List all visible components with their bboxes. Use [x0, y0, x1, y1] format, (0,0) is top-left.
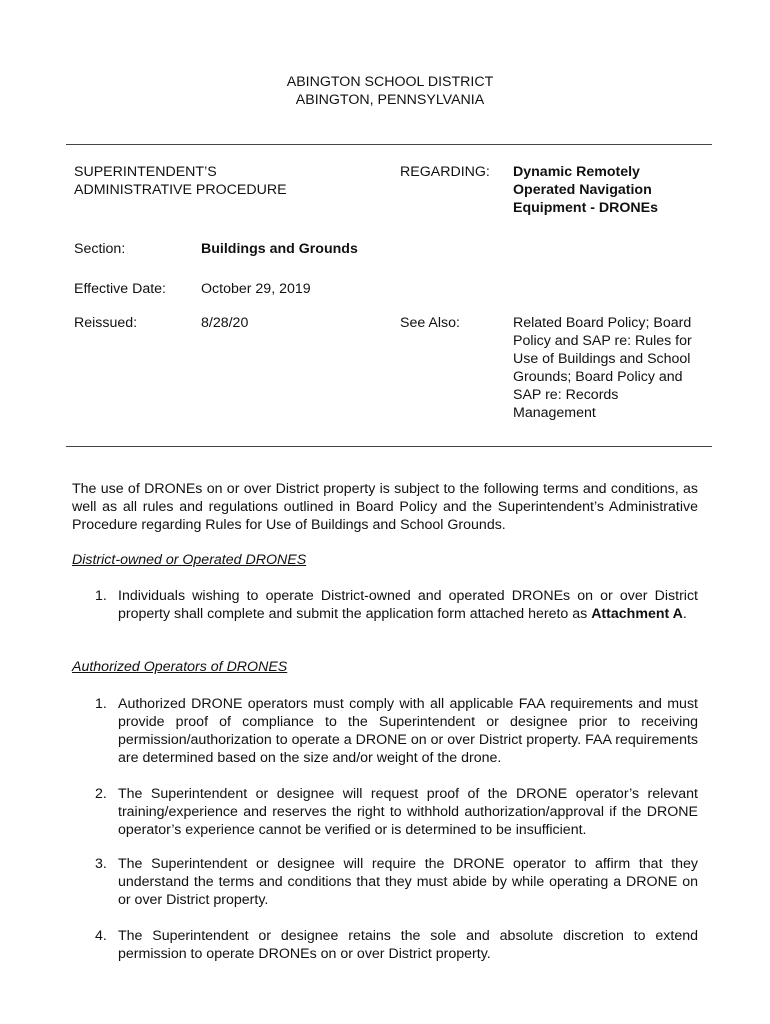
attachment-reference: Attachment A — [591, 606, 683, 622]
reissued-label: Reissued: — [74, 315, 138, 331]
see-also-line: Policy and SAP re: Rules for — [513, 333, 692, 349]
see-also-label: See Also: — [400, 315, 460, 331]
see-also-line: Management — [513, 405, 596, 421]
see-also-line: SAP re: Records — [513, 387, 619, 403]
see-also-line: Related Board Policy; Board — [513, 315, 692, 331]
see-also-list — [513, 314, 692, 422]
regarding-line2: Operated Navigation — [513, 182, 652, 198]
list-item-text: The Superintendent or designee will require the DRONE operator to affirm that they understand the terms and conditions that they must abide by while operating a DRONE on or over District property. — [118, 856, 698, 908]
doc-type-line1: SUPERINTENDENT’S — [74, 164, 217, 180]
list-item-number: 1. — [95, 696, 107, 712]
list-item-number: 1. — [95, 588, 107, 604]
list-item-text: The Superintendent or designee will request proof of the DRONE operator’s relevant training/experience and reserves the right to withhold authorization/approval if the DRONE operator’s experience cannot be verified or is determined to be insufficient. — [118, 786, 698, 838]
district-location: ABINGTON, PENNSYLVANIA — [295, 92, 485, 108]
see-also-line: Grounds; Board Policy and — [513, 369, 683, 385]
regarding-line3: Equipment - DRONEs — [513, 200, 659, 216]
regarding-label: REGARDING: — [400, 164, 490, 180]
top-divider — [66, 144, 712, 145]
effective-date-value: October 29, 2019 — [201, 281, 311, 297]
see-also-line: Use of Buildings and School — [513, 351, 691, 367]
list-item-body: Individuals wishing to operate District-owned and operated DRONEs on or over District property shall complete and submit the application form attached hereto as — [118, 588, 698, 622]
effective-date-label: Effective Date: — [74, 281, 167, 297]
section-label: Section: — [74, 241, 126, 257]
reissued-value: 8/28/20 — [201, 315, 249, 331]
intro-paragraph: The use of DRONEs on or over District property is subject to the following terms and conditions, as well as all rules and regulations outlined in Board Policy and the Superintendent’s Administrative Procedure regarding Rules for Use of Buildings and School Grounds. — [72, 481, 698, 533]
section-heading-authorized-operators: Authorized Operators of DRONES — [72, 659, 288, 675]
regarding-line1: Dynamic Remotely — [513, 164, 640, 180]
bottom-divider — [66, 446, 712, 447]
list-item-text: Authorized DRONE operators must comply with all applicable FAA requirements and must provide proof of compliance to the Superintendent or designee prior to receiving permission/authorization to operate a DRONE on or over District property. FAA requirements are determined based on the size and/or weight of the drone. — [118, 696, 698, 766]
list-item-number: 3. — [95, 856, 107, 872]
list-item-text: The Superintendent or designee retains the sole and absolute discretion to extend permission to operate DRONEs on or over District property. — [118, 928, 698, 962]
section-value: Buildings and Grounds — [201, 241, 358, 257]
section-heading-district-owned: District-owned or Operated DRONES — [72, 552, 307, 568]
list-item-number: 4. — [95, 928, 107, 944]
list-item-number: 2. — [95, 786, 107, 802]
doc-type-line2: ADMINISTRATIVE PROCEDURE — [74, 182, 287, 198]
list-item-tail: . — [682, 606, 687, 622]
list-item-text — [118, 587, 698, 623]
district-name: ABINGTON SCHOOL DISTRICT — [286, 74, 494, 90]
